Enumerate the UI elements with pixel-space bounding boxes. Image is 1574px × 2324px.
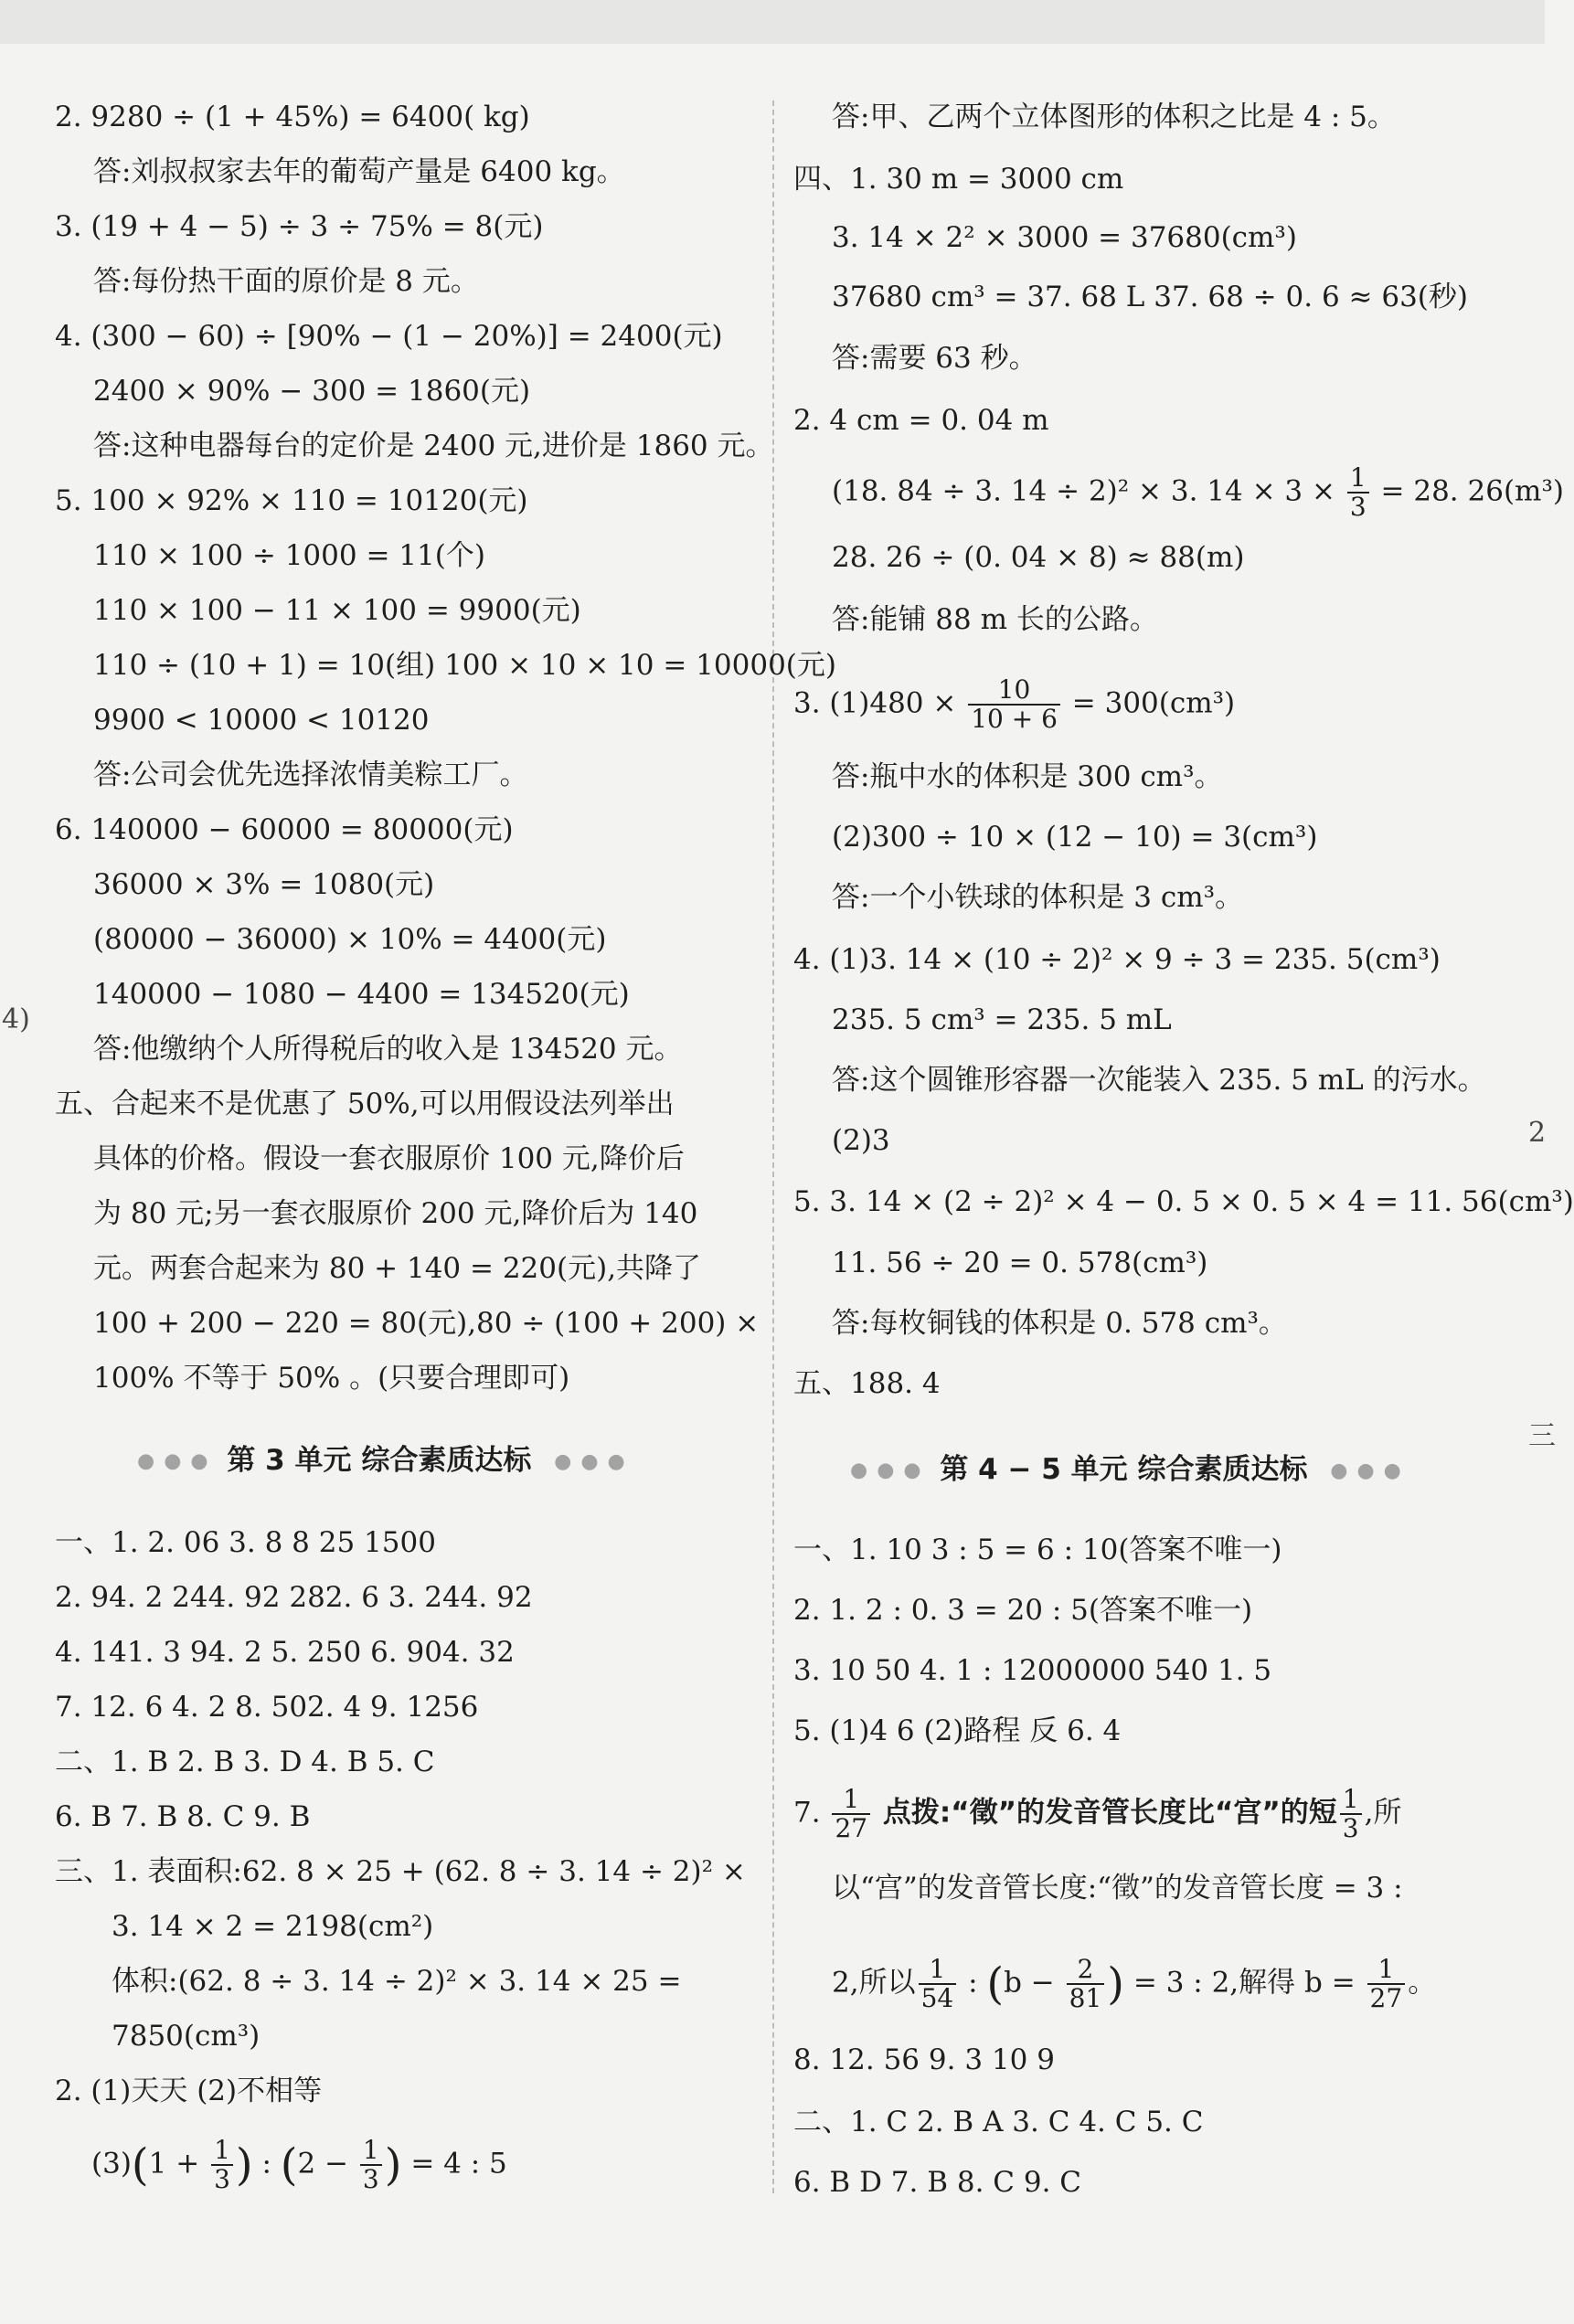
denominator: 54 [920, 1983, 954, 2013]
answer-line: 答:瓶中水的体积是 300 cm³。 [832, 760, 1223, 793]
answer-line-fraction [793, 676, 1235, 733]
answer-line: 一、1. 2. 06 3. 8 8 25 1500 [55, 1526, 436, 1559]
answer-line: 11. 56 ÷ 20 = 0. 578(cm³) [832, 1247, 1208, 1279]
section-title: 第 3 单元 综合素质达标 [227, 1444, 532, 1477]
answer-line: 28. 26 ÷ (0. 04 × 8) ≈ 88(m) [832, 541, 1245, 574]
answer-line-fraction [793, 1956, 1436, 2012]
fraction [1347, 464, 1369, 521]
answer-line: 9900 < 10000 < 10120 [93, 704, 430, 737]
decor-dots: ●●● [850, 1459, 931, 1482]
numerator: 1 [360, 2137, 382, 2166]
numerator: 1 [832, 1786, 870, 1815]
text: : [252, 2147, 281, 2181]
answer-line: 7850(cm³) [112, 2020, 261, 2053]
answer-line-fraction [793, 464, 1564, 521]
answer-line: 答:公司会优先选择浓情美粽工厂。 [93, 759, 528, 791]
denominator: 3 [1342, 1813, 1359, 1843]
page-top-band [0, 0, 1545, 44]
answer-line: 答:甲、乙两个立体图形的体积之比是 4 : 5。 [832, 101, 1396, 133]
answer-line: 答:这种电器每台的定价是 2400 元,进价是 1860 元。 [93, 430, 774, 462]
text: 7. [793, 1796, 830, 1830]
answer-line: 一、1. 10 3 : 5 = 6 : 10(答案不唯一) [793, 1533, 1282, 1566]
hint-text: 点拨:“徵”的发音管长度比“宫”的短 [873, 1796, 1337, 1830]
section-heading [850, 1451, 1410, 1490]
paren: ) [1107, 1958, 1125, 2010]
answer-line: 2. (1)天天 (2)不相等 [55, 2075, 323, 2107]
numerator: 2 [1067, 1956, 1105, 1985]
answer-line: 二、1. B 2. B 3. D 4. B 5. C [55, 1746, 435, 1778]
fraction [832, 1786, 870, 1842]
text: 3. (1)480 × [793, 686, 966, 720]
denominator: 10 + 6 [971, 704, 1058, 734]
answer-line: 235. 5 cm³ = 235. 5 mL [832, 1003, 1172, 1036]
answer-line: 2. 1. 2 : 0. 3 = 20 : 5(答案不唯一) [793, 1594, 1253, 1627]
answer-line: 4. 141. 3 94. 2 5. 250 6. 904. 32 [55, 1636, 515, 1669]
answer-line: 答:刘叔叔家去年的葡萄产量是 6400 kg。 [93, 155, 625, 188]
text: b − [1004, 1966, 1064, 2000]
answer-line: 为 80 元;另一套衣服原价 200 元,降价后为 140 [93, 1197, 698, 1230]
answer-line: 4. (1)3. 14 × (10 ÷ 2)² × 9 ÷ 3 = 235. 5(cm³) [793, 943, 1441, 976]
fraction [968, 676, 1060, 733]
numerator: 1 [1340, 1786, 1362, 1815]
answer-line: 具体的价格。假设一套衣服原价 100 元,降价后 [93, 1142, 685, 1175]
answer-line: 5. (1)4 6 (2)路程 反 6. 4 [793, 1714, 1122, 1747]
answer-line: 4. (300 − 60) ÷ [90% − (1 − 20%)] = 2400(元) [55, 320, 723, 353]
answer-line: 答:每份热干面的原价是 8 元。 [93, 265, 479, 298]
numerator: 1 [919, 1956, 957, 1985]
answer-line: 5. 3. 14 × (2 ÷ 2)² × 4 − 0. 5 × 0. 5 × 4 = 11. 56(cm³) [793, 1185, 1574, 1218]
answer-line: 3. 14 × 2 = 2198(cm²) [112, 1910, 434, 1943]
answer-line: 五、188. 4 [793, 1367, 941, 1400]
edge-fragment: 三 [1528, 1420, 1556, 1452]
decor-dots: ●●● [137, 1449, 218, 1473]
answer-line: 五、合起来不是优惠了 50%,可以用假设法列举出 [55, 1088, 675, 1120]
fraction [919, 1956, 957, 2012]
decor-dots: ●●● [1330, 1459, 1410, 1482]
answer-line: 3. (19 + 4 − 5) ÷ 3 ÷ 75% = 8(元) [55, 210, 544, 243]
paren: ( [986, 1958, 1005, 2010]
denominator: 27 [835, 1813, 868, 1843]
answer-line: 6. B 7. B 8. C 9. B [55, 1800, 311, 1833]
answer-line: 110 × 100 − 11 × 100 = 9900(元) [93, 594, 581, 627]
paren: ( [131, 2139, 149, 2191]
answer-line-fraction [793, 1786, 1401, 1842]
answer-line: 3. 14 × 2² × 3000 = 37680(cm³) [832, 221, 1297, 254]
text: (3) [91, 2147, 132, 2181]
numerator: 10 [968, 676, 1060, 706]
numerator: 1 [1347, 464, 1369, 493]
edge-fragment: 2 [1528, 1117, 1547, 1149]
text: 。 [1408, 1966, 1437, 2000]
answer-line: 37680 cm³ = 37. 68 L 37. 68 ÷ 0. 6 ≈ 63(秒) [832, 281, 1468, 313]
answer-line: 二、1. C 2. B A 3. C 4. C 5. C [793, 2106, 1204, 2138]
text: = 4 : 5 [401, 2147, 507, 2181]
text: ,所 [1364, 1796, 1402, 1830]
answer-line: 以“宫”的发音管长度:“徵”的发音管长度 = 3 : [832, 1872, 1403, 1905]
answer-line: (2)3 [832, 1124, 890, 1157]
column-divider [772, 101, 774, 2193]
answer-line: 5. 100 × 92% × 110 = 10120(元) [55, 484, 528, 517]
section-title: 第 4 − 5 单元 综合素质达标 [940, 1453, 1308, 1486]
answer-line: 答:这个圆锥形容器一次能装入 235. 5 mL 的污水。 [832, 1064, 1486, 1097]
answer-line: 110 ÷ (10 + 1) = 10(组) 100 × 10 × 10 = 10000(元) [93, 649, 836, 682]
fraction [1340, 1786, 1362, 1842]
answer-line: 体积:(62. 8 ÷ 3. 14 ÷ 2)² × 3. 14 × 25 = [112, 1965, 682, 1998]
answer-line: 答:每枚铜钱的体积是 0. 578 cm³。 [832, 1307, 1287, 1340]
answer-line: (80000 − 36000) × 10% = 4400(元) [93, 923, 607, 956]
answer-line: 元。两套合起来为 80 + 140 = 220(元),共降了 [93, 1252, 702, 1285]
fraction [1067, 1956, 1105, 2012]
answer-line: 6. 140000 − 60000 = 80000(元) [55, 813, 514, 846]
section-heading [137, 1442, 634, 1480]
text: = 28. 26(m³) [1371, 474, 1564, 508]
text: (18. 84 ÷ 3. 14 ÷ 2)² × 3. 14 × 3 × [832, 474, 1345, 508]
answer-line: 四、1. 30 m = 3000 cm [793, 163, 1124, 196]
fraction [360, 2137, 382, 2193]
answer-line: 8. 12. 56 9. 3 10 9 [793, 2043, 1055, 2076]
answer-line: 140000 − 1080 − 4400 = 134520(元) [93, 978, 630, 1011]
text: = 300(cm³) [1062, 686, 1236, 720]
answer-line: 36000 × 3% = 1080(元) [93, 868, 435, 901]
decor-dots: ●●● [554, 1449, 634, 1473]
fraction [1367, 1956, 1406, 2012]
answer-line: 3. 10 50 4. 1 : 12000000 540 1. 5 [793, 1654, 1272, 1687]
denominator: 3 [1349, 492, 1367, 522]
answer-line: 100% 不等于 50% 。(只要合理即可) [93, 1362, 570, 1395]
edge-fragment: 4) [2, 1003, 30, 1035]
answer-line: 7. 12. 6 4. 2 8. 502. 4 9. 1256 [55, 1691, 479, 1724]
answer-line: 2400 × 90% − 300 = 1860(元) [93, 375, 531, 408]
text: 2,所以 [832, 1966, 916, 2000]
paren: ( [280, 2139, 298, 2191]
answer-line: 2. 4 cm = 0. 04 m [793, 404, 1049, 437]
answer-line: (2)300 ÷ 10 × (12 − 10) = 3(cm³) [832, 821, 1318, 854]
denominator: 81 [1069, 1983, 1102, 2013]
answer-line: 6. B D 7. B 8. C 9. C [793, 2166, 1081, 2199]
numerator: 1 [211, 2137, 233, 2166]
answer-line-fraction [91, 2137, 507, 2193]
answer-line: 答:他缴纳个人所得税后的收入是 134520 元。 [93, 1033, 683, 1066]
paren: ) [235, 2139, 253, 2191]
answer-line: 110 × 100 ÷ 1000 = 11(个) [93, 539, 485, 572]
numerator: 1 [1367, 1956, 1406, 1985]
text: : [959, 1966, 987, 2000]
text: 2 − [297, 2147, 357, 2181]
denominator: 3 [214, 2164, 230, 2194]
answer-line: 三、1. 表面积:62. 8 × 25 + (62. 8 ÷ 3. 14 ÷ 2)² × [55, 1855, 746, 1888]
answer-line: 答:能铺 88 m 长的公路。 [832, 603, 1158, 636]
answer-line: 2. 9280 ÷ (1 + 45%) = 6400( kg) [55, 101, 530, 133]
answer-line: 2. 94. 2 244. 92 282. 6 3. 244. 92 [55, 1581, 533, 1614]
paren: ) [384, 2139, 402, 2191]
denominator: 3 [362, 2164, 379, 2194]
text: = 3 : 2,解得 b = [1124, 1966, 1365, 2000]
answer-line: 答:一个小铁球的体积是 3 cm³。 [832, 881, 1244, 914]
answer-line: 答:需要 63 秒。 [832, 342, 1037, 375]
fraction [211, 2137, 233, 2193]
text: 1 + [148, 2147, 209, 2181]
denominator: 27 [1369, 1983, 1403, 2013]
answer-line: 100 + 200 − 220 = 80(元),80 ÷ (100 + 200) × [93, 1307, 760, 1340]
